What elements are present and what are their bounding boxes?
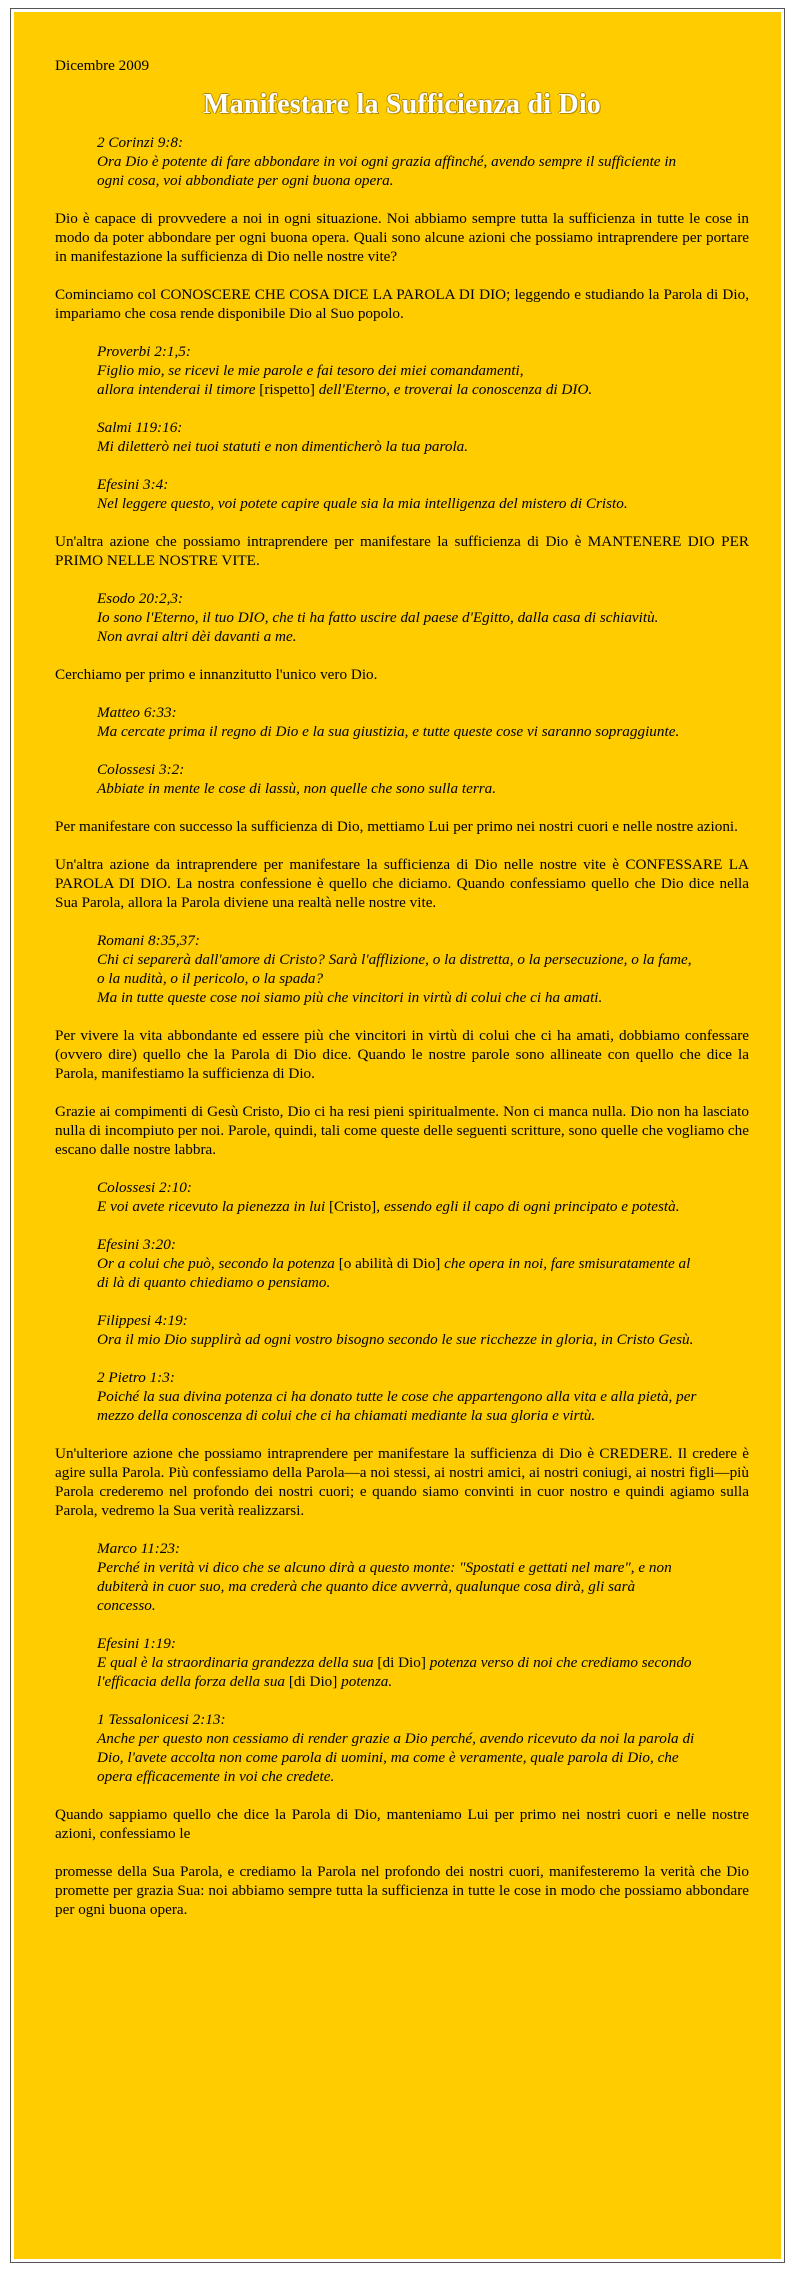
scripture-quote (97, 931, 697, 1007)
page-frame (10, 8, 785, 2263)
scripture-text: Or a colui che può, secondo la potenza [o abilità di Dio] che opera in noi, fare smisuratamente al di là di quanto chiediamo o pensiamo. (97, 1255, 691, 1291)
scripture-quote (97, 1368, 697, 1425)
scripture-quote (97, 760, 697, 798)
scripture-reference: Efesini 1:19: (97, 1635, 176, 1652)
scripture-quote (97, 1634, 697, 1691)
scripture-text: Non avrai altri dèi davanti a me. (97, 628, 297, 645)
body-paragraph: Quando sappiamo quello che dice la Parola di Dio, manteniamo Lui per primo nei nostri cuori e nelle nostre azioni, confessiamo le (55, 1806, 749, 1842)
scripture-text: E voi avete ricevuto la pienezza in lui [Cristo], essendo egli il capo di ogni principato e potestà. (97, 1198, 680, 1215)
scripture-reference: Esodo 20:2,3: (97, 590, 184, 607)
article-date: Dicembre 2009 (55, 57, 150, 74)
scripture-reference: Colossesi 2:10: (97, 1179, 192, 1196)
scripture-reference: 2 Pietro 1:3: (97, 1369, 175, 1386)
body-paragraph: Un'altra azione che possiamo intraprendere per manifestare la sufficienza di Dio è MANTENERE DIO PER PRIMO NELLE NOSTRE VITE. (55, 533, 749, 569)
body-paragraph: Un'altra azione da intraprendere per manifestare la sufficienza di Dio nelle nostre vite è CONFESSARE LA PAROLA DI DIO. La nostra confessione è quello che diciamo. Quando confessiamo quello che Dio dice nella Sua Parola, allora la Parola diviene una realtà nelle nostre vite. (55, 856, 749, 911)
scripture-reference: Romani 8:35,37: (97, 932, 200, 949)
scripture-text: Ma cercate prima il regno di Dio e la sua giustizia, e tutte queste cose vi saranno sopraggiunte. (97, 723, 680, 740)
scripture-reference: Marco 11:23: (97, 1540, 181, 1557)
scripture-quote (97, 589, 697, 646)
body-paragraph: Un'ulteriore azione che possiamo intraprendere per manifestare la sufficienza di Dio è CREDERE. Il credere è agire sulla Parola. Più confessiamo della Parola—a noi stessi, ai nostri amici, ai nostri coniugi, ai nostri figli—più Parola crederemo nel profondo dei nostri cuori; e quando siamo convinti in cuor nostro e quindi agiamo sulla Parola, vedremo la Sua verità realizzarsi. (55, 1445, 749, 1519)
scripture-text: Ora Dio è potente di fare abbondare in voi ogni grazia affinché, avendo sempre il sufficiente in ogni cosa, voi abbondiate per ogni buona opera. (97, 153, 677, 189)
body-paragraph: Cominciamo col CONOSCERE CHE COSA DICE LA PAROLA DI DIO; leggendo e studiando la Parola di Dio, impariamo che cosa rende disponibile Dio al Suo popolo. (55, 286, 749, 322)
scripture-text: Ora il mio Dio supplirà ad ogni vostro bisogno secondo le sue ricchezze in gloria, in Cristo Gesù. (97, 1331, 694, 1348)
scripture-text: Io sono l'Eterno, il tuo DIO, che ti ha fatto uscire dal paese d'Egitto, dalla casa di schiavitù. (97, 609, 659, 626)
scripture-text: Anche per questo non cessiamo di render grazie a Dio perché, avendo ricevuto da noi la parola di Dio, l'avete accolta non come parola di uomini, ma come è veramente, quale parola di Dio, che opera efficacemente in voi che credete. (97, 1730, 695, 1785)
scripture-quote (97, 133, 697, 190)
scripture-reference: Efesini 3:20: (97, 1236, 176, 1253)
scripture-text: allora intenderai il timore [rispetto] dell'Eterno, e troverai la conoscenza di DIO. (97, 381, 593, 398)
scripture-quote (97, 418, 697, 456)
scripture-text: Nel leggere questo, voi potete capire quale sia la mia intelligenza del mistero di Cristo. (97, 495, 628, 512)
scripture-text: Poiché la sua divina potenza ci ha donato tutte le cose che appartengono alla vita e alla pietà, per mezzo della conoscenza di colui che ci ha chiamati mediante la sua gloria e virtù. (97, 1388, 697, 1424)
scripture-text: Ma in tutte queste cose noi siamo più che vincitori in virtù di colui che ci ha amati. (97, 989, 603, 1006)
body-paragraph: Grazie ai compimenti di Gesù Cristo, Dio ci ha resi pieni spiritualmente. Non ci manca nulla. Dio non ha lasciato nulla di incompiuto per noi. Parole, quindi, tali come queste delle seguenti scritture, sono quelle che vogliamo che escano dalle nostre labbra. (55, 1103, 749, 1158)
scripture-text: Chi ci separerà dall'amore di Cristo? Sarà l'afflizione, o la distretta, o la persecuzione, o la fame, o la nudità, o il pericolo, o la spada? (97, 951, 692, 987)
body-paragraph: Dio è capace di provvedere a noi in ogni situazione. Noi abbiamo sempre tutta la sufficienza in tutte le cose in modo da poter abbondare per ogni buona opera. Quali sono alcune azioni che possiamo intraprendere per portare in manifestazione la sufficienza di Dio nelle nostre vite? (55, 210, 749, 265)
scripture-reference: Efesini 3:4: (97, 476, 169, 493)
scripture-reference: Filippesi 4:19: (97, 1312, 188, 1329)
scripture-quote (97, 1235, 697, 1292)
scripture-quote (97, 703, 697, 741)
scripture-quote (97, 1710, 697, 1786)
scripture-reference: Proverbi 2:1,5: (97, 343, 191, 360)
body-paragraph: Cerchiamo per primo e innanzitutto l'unico vero Dio. (55, 666, 378, 683)
scripture-text: Figlio mio, se ricevi le mie parole e fai tesoro dei miei comandamenti, (97, 362, 524, 379)
scripture-quote (97, 1311, 697, 1349)
scripture-quote (97, 475, 697, 513)
scripture-reference: Colossesi 3:2: (97, 761, 185, 778)
scripture-reference: Salmi 119:16: (97, 419, 183, 436)
article-title: Manifestare la Sufficienza di Dio (202, 89, 602, 120)
scripture-text: E qual è la straordinaria grandezza della sua [di Dio] potenza verso di noi che crediamo secondo l'efficacia della forza della sua [di Dio] potenza. (97, 1654, 692, 1690)
scripture-reference: 2 Corinzi 9:8: (97, 134, 184, 151)
scripture-reference: Matteo 6:33: (97, 704, 177, 721)
body-paragraph: Per vivere la vita abbondante ed essere più che vincitori in virtù di colui che ci ha amati, dobbiamo confessare (ovvero dire) quello che la Parola di Dio dice. Quando le nostre parole sono allineate con quello che dice la Parola, manifestiamo la sufficienza di Dio. (55, 1027, 749, 1082)
scripture-quote (97, 1178, 697, 1216)
body-paragraph: Per manifestare con successo la sufficienza di Dio, mettiamo Lui per primo nei nostri cuori e nelle nostre azioni. (55, 818, 738, 835)
article-content (55, 44, 749, 1938)
scripture-text: Mi diletterò nei tuoi statuti e non dimenticherò la tua parola. (97, 438, 469, 455)
scripture-quote (97, 342, 697, 399)
scripture-text: Abbiate in mente le cose di lassù, non quelle che sono sulla terra. (97, 780, 497, 797)
body-paragraph: promesse della Sua Parola, e crediamo la Parola nel profondo dei nostri cuori, manifesteremo la verità che Dio promette per grazia Sua: noi abbiamo sempre tutta la sufficienza in tutte le cose in modo che possiamo abbondare per ogni buona opera. (55, 1863, 749, 1918)
article-panel (14, 12, 781, 2259)
scripture-reference: 1 Tessalonicesi 2:13: (97, 1711, 226, 1728)
scripture-quote (97, 1539, 697, 1615)
article-body (55, 133, 749, 1919)
scripture-text: Perché in verità vi dico che se alcuno dirà a questo monte: "Spostati e gettati nel mare", e non dubiterà in cuor suo, ma crederà che quanto dice avverrà, qualunque cosa dirà, gli sarà concesso. (97, 1559, 672, 1614)
